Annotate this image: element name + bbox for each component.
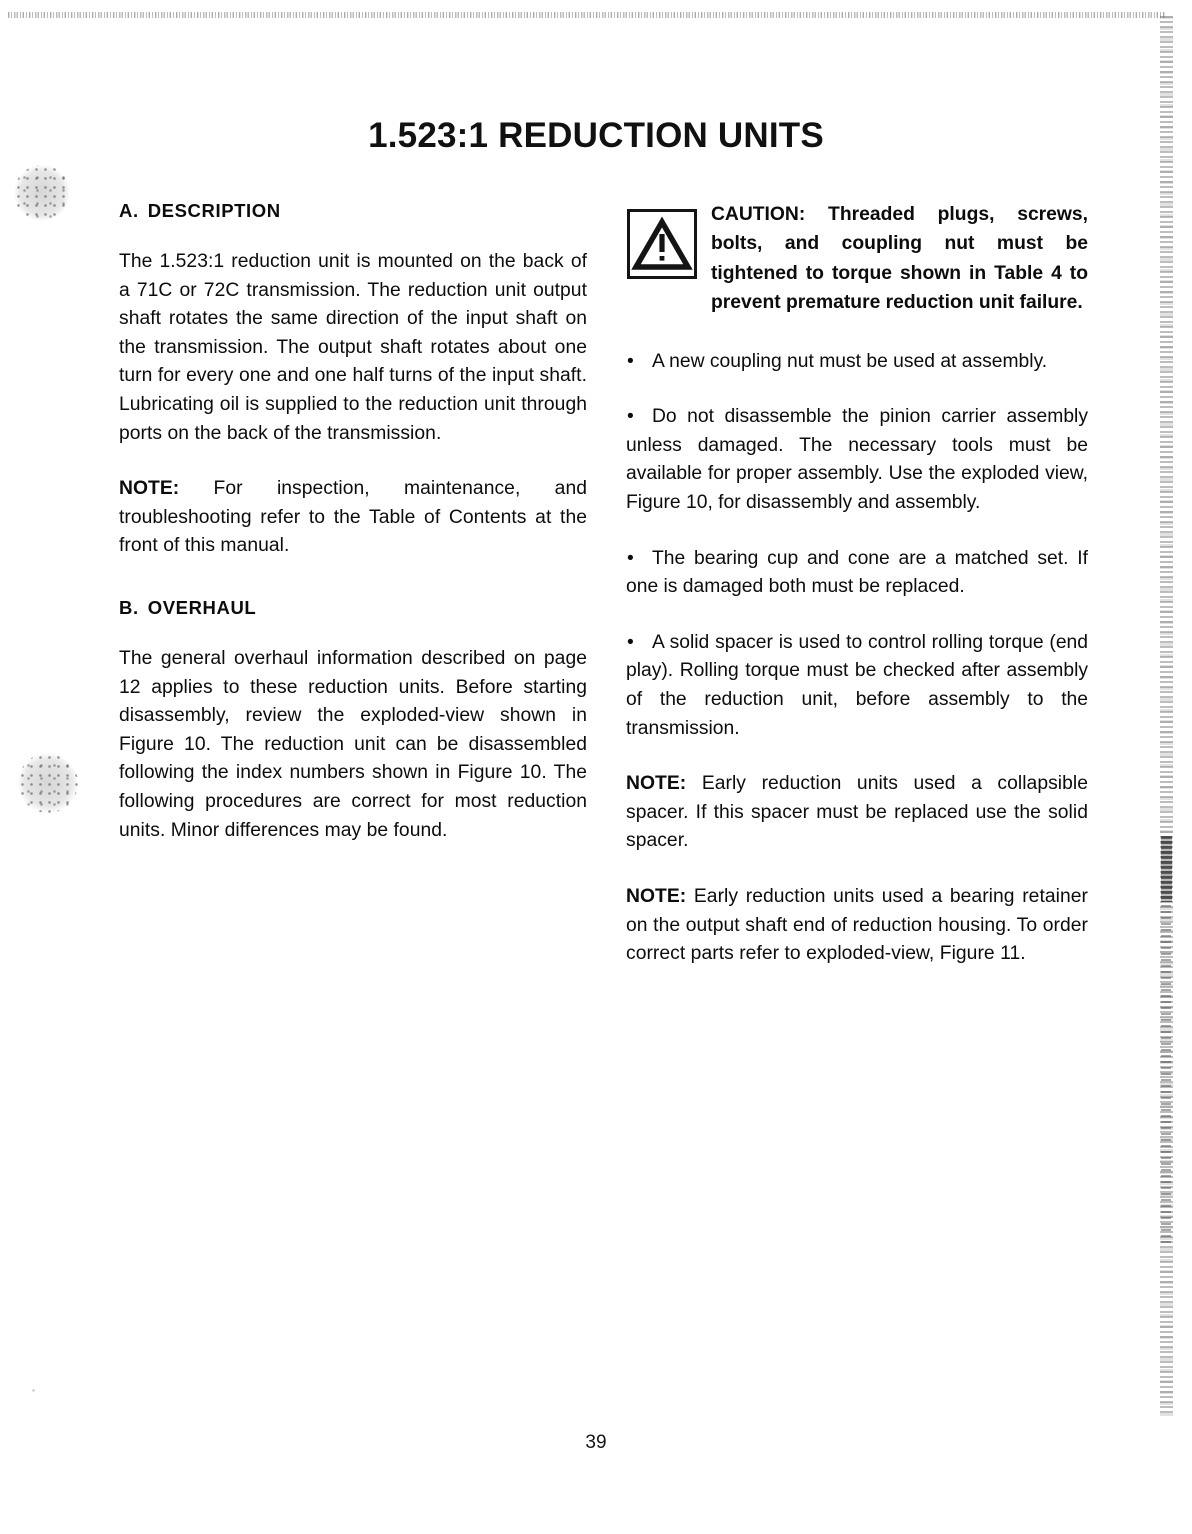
note-bearing-retainer xyxy=(626,883,1088,969)
caution-text: CAUTION: Threaded plugs, screws, bolts, and coupling nut must be tightened to torque shown in Table 4 to prevent premature reduction unit failure. xyxy=(711,204,1088,314)
bullet-marker-icon: • xyxy=(627,406,634,428)
note-text: Early reduction units used a collapsible spacer. If this spacer must be replaced use the solid spacer. xyxy=(626,773,1088,852)
description-note-paragraph xyxy=(119,475,587,561)
heading-description-label: DESCRIPTION xyxy=(147,200,281,221)
right-text-column xyxy=(626,200,1088,969)
heading-description-letter: A. xyxy=(119,200,139,221)
list-item-text: Do not disassemble the pinion carrier assembly unless damaged. The necessary tools must be available for proper assembly. Use the exploded view, Figure 10, for disassembly and assembly. xyxy=(626,406,1088,513)
bullet-marker-icon: • xyxy=(627,350,634,372)
heading-overhaul xyxy=(119,597,587,619)
bullet-marker-icon: • xyxy=(627,547,634,569)
list-item-text: A solid spacer is used to control rolling torque (end play). Rolling torque must be checked after assembly of the reduction unit, before assembly to the transmission. xyxy=(626,631,1088,739)
list-item xyxy=(626,403,1088,517)
list-item-text: The bearing cup and cone are a matched set. If one is damaged both must be replaced. xyxy=(626,547,1088,598)
list-item xyxy=(626,629,1088,743)
heading-overhaul-letter: B. xyxy=(119,596,139,618)
overhaul-paragraph: The general overhaul information described on page 12 applies to these reduction units. Before starting disassembly, review the exploded-view shown in Figure 10. The reduction unit can be disassembled following the index numbers shown in Figure 10. The following procedures are correct for most reduction units. Minor differences may be found. xyxy=(119,647,587,841)
description-paragraph: The 1.523:1 reduction unit is mounted on the back of a 71C or 72C transmission. The reduction unit output shaft rotates the same direction of the input shaft on the transmission. The output shaft rotates about one turn for every one and one half turns of the input shaft. Lubricating oil is supplied to the reduction unit through ports on the back of the transmission. xyxy=(119,251,587,444)
page-title: 1.523:1 REDUCTION UNITS xyxy=(368,116,824,156)
warning-triangle-icon xyxy=(627,209,697,279)
list-item xyxy=(626,545,1088,602)
heading-overhaul-label: OVERHAUL xyxy=(147,596,257,618)
scan-edge-right-artifact xyxy=(1160,16,1173,1416)
scan-edge-right-mid-artifact xyxy=(1161,905,1171,1245)
list-item-text: A new coupling nut must be used at assembly. xyxy=(652,350,1048,372)
scan-edge-right-dark-artifact xyxy=(1161,836,1172,902)
bullet-marker-icon: • xyxy=(627,631,634,653)
scan-edge-top-artifact xyxy=(8,12,1166,18)
note-label: NOTE: xyxy=(626,885,687,907)
scan-smudge-lower-left xyxy=(18,753,78,813)
note-text: Early reduction units used a bearing retainer on the output shaft end of reduction housing. To order correct parts refer to exploded-view, Figure 11. xyxy=(626,885,1088,965)
heading-description xyxy=(119,200,587,222)
page-number: 39 xyxy=(585,1432,607,1453)
left-text-column xyxy=(119,200,587,845)
note-collapsible-spacer xyxy=(626,770,1088,856)
caution-block xyxy=(626,200,1088,318)
scan-smudge-upper-left xyxy=(14,165,70,221)
note-label: NOTE: xyxy=(626,773,687,795)
scan-speck-footer-left xyxy=(28,1385,42,1395)
list-item xyxy=(626,348,1088,377)
note-text: For inspection, maintenance, and troubleshooting refer to the Table of Contents at the front of this manual. xyxy=(119,478,587,557)
note-label: NOTE: xyxy=(119,478,180,500)
